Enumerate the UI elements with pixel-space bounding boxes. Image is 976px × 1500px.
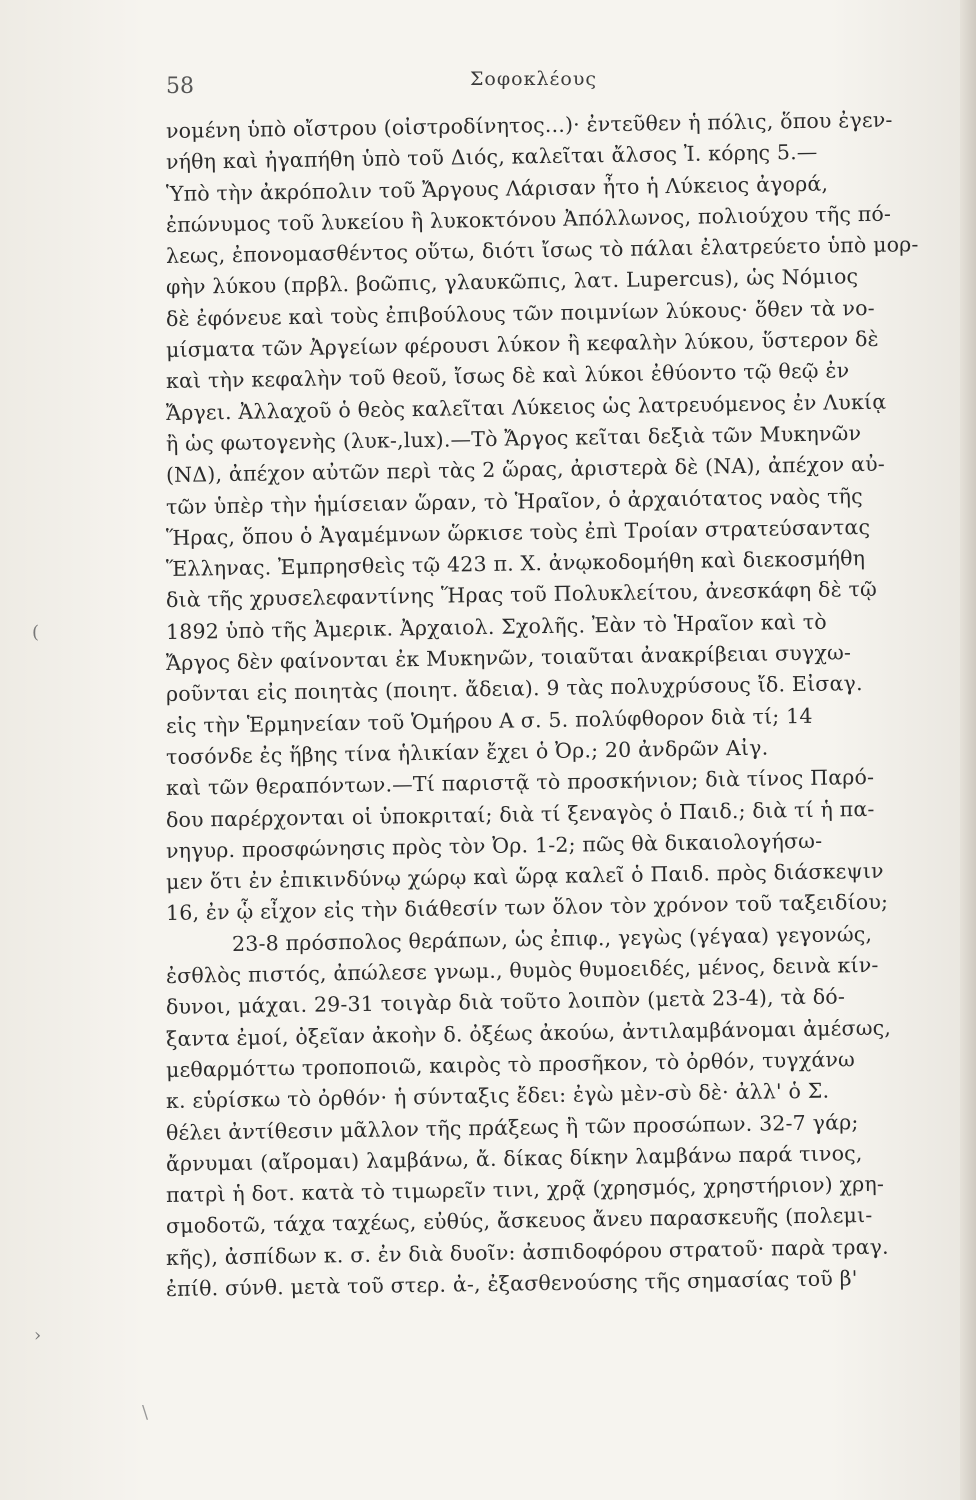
- page-number: 58: [166, 74, 194, 99]
- text-line: (ΝΔ), ἀπέχον αὐτῶν περὶ τὰς 2 ὥρας, ἀριστερὰ δὲ (ΝΑ), ἀπέχον αὐ-: [165, 451, 886, 488]
- text-line: μίσματα τῶν Ἀργείων φέρουσι λύκον ἢ κεφαλὴν λύκου, ὕστερον δὲ: [165, 326, 879, 363]
- text-line: λεως, ἐπονομασθέντος οὕτω, διότι ἴσως τὸ πάλαι ἐλατρεύετο ὑπὸ μορ-: [165, 232, 919, 269]
- running-title: Σοφοκλέους: [470, 68, 598, 90]
- text-line: ξαντα ἐμοί, ὀξεῖαν ἀκοὴν δ. ὀξέως ἀκούω, ἀντιλαμβάνομαι ἀμέσως,: [165, 1015, 892, 1051]
- text-line: 16, ἐν ᾧ εἶχον εἰς τὴν διάθεσίν των ὅλον τὸν χρόνον τοῦ ταξειδίου;: [165, 890, 889, 926]
- text-line: ἐσθλὸς πιστός, ἀπώλεσε γνωμ., θυμὸς θυμοειδές, μένος, δεινὰ κίν-: [165, 952, 879, 989]
- text-line: μεν ὅτι ἐν ἐπικινδύνῳ χώρῳ καὶ ὥρᾳ καλεῖ ὁ Παιδ. πρὸς διάσκεψιν: [165, 858, 884, 895]
- text-line: νηγυρ. προσφώνησις πρὸς τὸν Ὀρ. 1-2; πῶς θὰ δικαιολογήσω-: [165, 828, 823, 863]
- text-line: μεθαρμόττω τροποποιῶ, καιρὸς τὸ προσῆκον, τὸ ὀρθόν, τυγχάνω: [165, 1047, 856, 1082]
- page-body: [165, 107, 956, 1305]
- text-line: Ὑπὸ τὴν ἀκρόπολιν τοῦ Ἄργους Λάρισαν ἦτο ἡ Λύκειος ἀγορά,: [165, 171, 829, 206]
- text-line: τῶν ὑπὲρ τὴν ἡμίσειαν ὥραν, τὸ Ἡραῖον, ὁ ἀρχαιότατος ναὸς τῆς: [165, 483, 863, 519]
- text-line: φὴν λύκου (πρβλ. βοῶπις, γλαυκῶπις, λατ. Lupercus), ὡς Νόμιος: [165, 264, 859, 300]
- text-line: Ἕλληνας. Ἐμπρησθεὶς τῷ 423 π. Χ. ἀνῳκοδομήθη καὶ διεκοσμήθη: [165, 546, 866, 582]
- text-line: ἄρνυμαι (αἴρομαι) λαμβάνω, ἄ. δίκας δίκην λαμβάνω παρά τινος,: [165, 1140, 863, 1176]
- text-line: δὲ ἐφόνευε καὶ τοὺς ἐπιβούλους τῶν ποιμνίων λύκους· ὅθεν τὰ νο-: [165, 295, 875, 331]
- text-line: Ἄργει. Ἀλλαχοῦ ὁ θεὸς καλεῖται Λύκειος ὡς λατρευόμενος ἐν Λυκίᾳ: [165, 389, 887, 425]
- text-line: νήθη καὶ ἠγαπήθη ὑπὸ τοῦ Διός, καλεῖται ἄλσος Ἰ. κόρης 5.—: [165, 140, 818, 175]
- text-line: καὶ τῶν θεραπόντων.—Τί παριστᾷ τὸ προσκήνιον; διὰ τίνος Παρό-: [165, 765, 875, 801]
- text-line: ροῦνται εἰς ποιητὰς (ποιητ. ἄδεια). 9 τὰς πολυχρύσους ἴδ. Εἰσαγ.: [165, 671, 863, 707]
- text-line: ἐπίθ. σύνθ. μετὰ τοῦ στερ. ἀ-, ἐξασθενούσης τῆς σημασίας τοῦ β': [165, 1266, 858, 1301]
- margin-mark: ›: [34, 1325, 42, 1346]
- text-line: τοσόνδε ἐς ἥβης τίνα ἡλικίαν ἔχει ὁ Ὀρ.; 20 ἀνδρῶν Αἰγ.: [165, 735, 769, 769]
- text-line: ἐπώνυμος τοῦ λυκείου ἢ λυκοκτόνου Ἀπόλλωνος, πολιούχου τῆς πό-: [165, 201, 892, 237]
- text-line: πατρὶ ἡ δοτ. κατὰ τὸ τιμωρεῖν τινι, χρᾷ (χρησμός, χρηστήριον) χρη-: [165, 1171, 885, 1208]
- text-line: 23-8 πρόσπολος θεράπων, ὡς ἐπιφ., γεγὼς (γέγαα) γεγονώς,: [231, 921, 873, 956]
- text-line: κ. εὑρίσκω τὸ ὀρθόν· ἡ σύνταξις ἔδει: ἐγὼ μὲν-σὺ δὲ· ἀλλ' ὁ Σ.: [165, 1078, 830, 1114]
- text-line: 1892 ὑπὸ τῆς Ἀμερικ. Ἀρχαιολ. Σχολῆς. Ἐὰν τὸ Ἡραῖον καὶ τὸ: [165, 609, 828, 644]
- text-line: δου παρέρχονται οἱ ὑποκριταί; διὰ τί ξεναγὸς ὁ Παιδ.; διὰ τί ἡ πα-: [165, 796, 875, 832]
- text-line: ἢ ὡς φωτογενὴς (λυκ-,lux).—Τὸ Ἄργος κεῖται δεξιὰ τῶν Μυκηνῶν: [165, 421, 862, 456]
- page-edge-shadow: [960, 0, 976, 1500]
- page-header: [0, 68, 976, 98]
- margin-tick-mark: \: [142, 1402, 149, 1423]
- text-line: σμοδοτῶ, τάχα ταχέως, εὐθύς, ἄσκευος ἄνευ παρασκευῆς (πολεμι-: [165, 1203, 873, 1239]
- text-line: νομένη ὑπὸ οἴστρου (οἰστροδίνητος...)· ἐντεῦθεν ἡ πόλις, ὅπου ἐγεν-: [165, 107, 893, 143]
- text-line: δυνοι, μάχαι. 29-31 τοιγὰρ διὰ τοῦτο λοιπὸν (μετὰ 23-4), τὰ δό-: [165, 984, 846, 1020]
- text-line: θέλει ἀντίθεσιν μᾶλλον τῆς πράξεως ἢ τῶν προσώπων. 32-7 γάρ;: [165, 1109, 859, 1145]
- text-line: Ἄργος δὲν φαίνονται ἐκ Μυκηνῶν, τοιαῦται ἀνακρίβειαι συγχω-: [165, 640, 852, 676]
- text-line: Ἥρας, ὅπου ὁ Ἀγαμέμνων ὥρκισε τοὺς ἐπὶ Τροίαν στρατεύσαντας: [165, 514, 871, 550]
- text-line: κῆς), ἀσπίδων κ. σ. ἐν διὰ δυοῖν: ἀσπιδοφόρου στρατοῦ· παρὰ τραγ.: [165, 1234, 889, 1270]
- text-line: εἰς τὴν Ἑρμηνείαν τοῦ Ὁμήρου Α σ. 5. πολύφθορον διὰ τί; 14: [165, 703, 813, 738]
- text-line: διὰ τῆς χρυσελεφαντίνης Ἥρας τοῦ Πολυκλείτου, ἀνεσκάφη δὲ τῷ: [165, 577, 878, 613]
- margin-mark: (: [32, 622, 40, 643]
- text-line: καὶ τὴν κεφαλὴν τοῦ θεοῦ, ἴσως δὲ καὶ λύκοι ἐθύοντο τῷ θεῷ ἐν: [165, 358, 850, 394]
